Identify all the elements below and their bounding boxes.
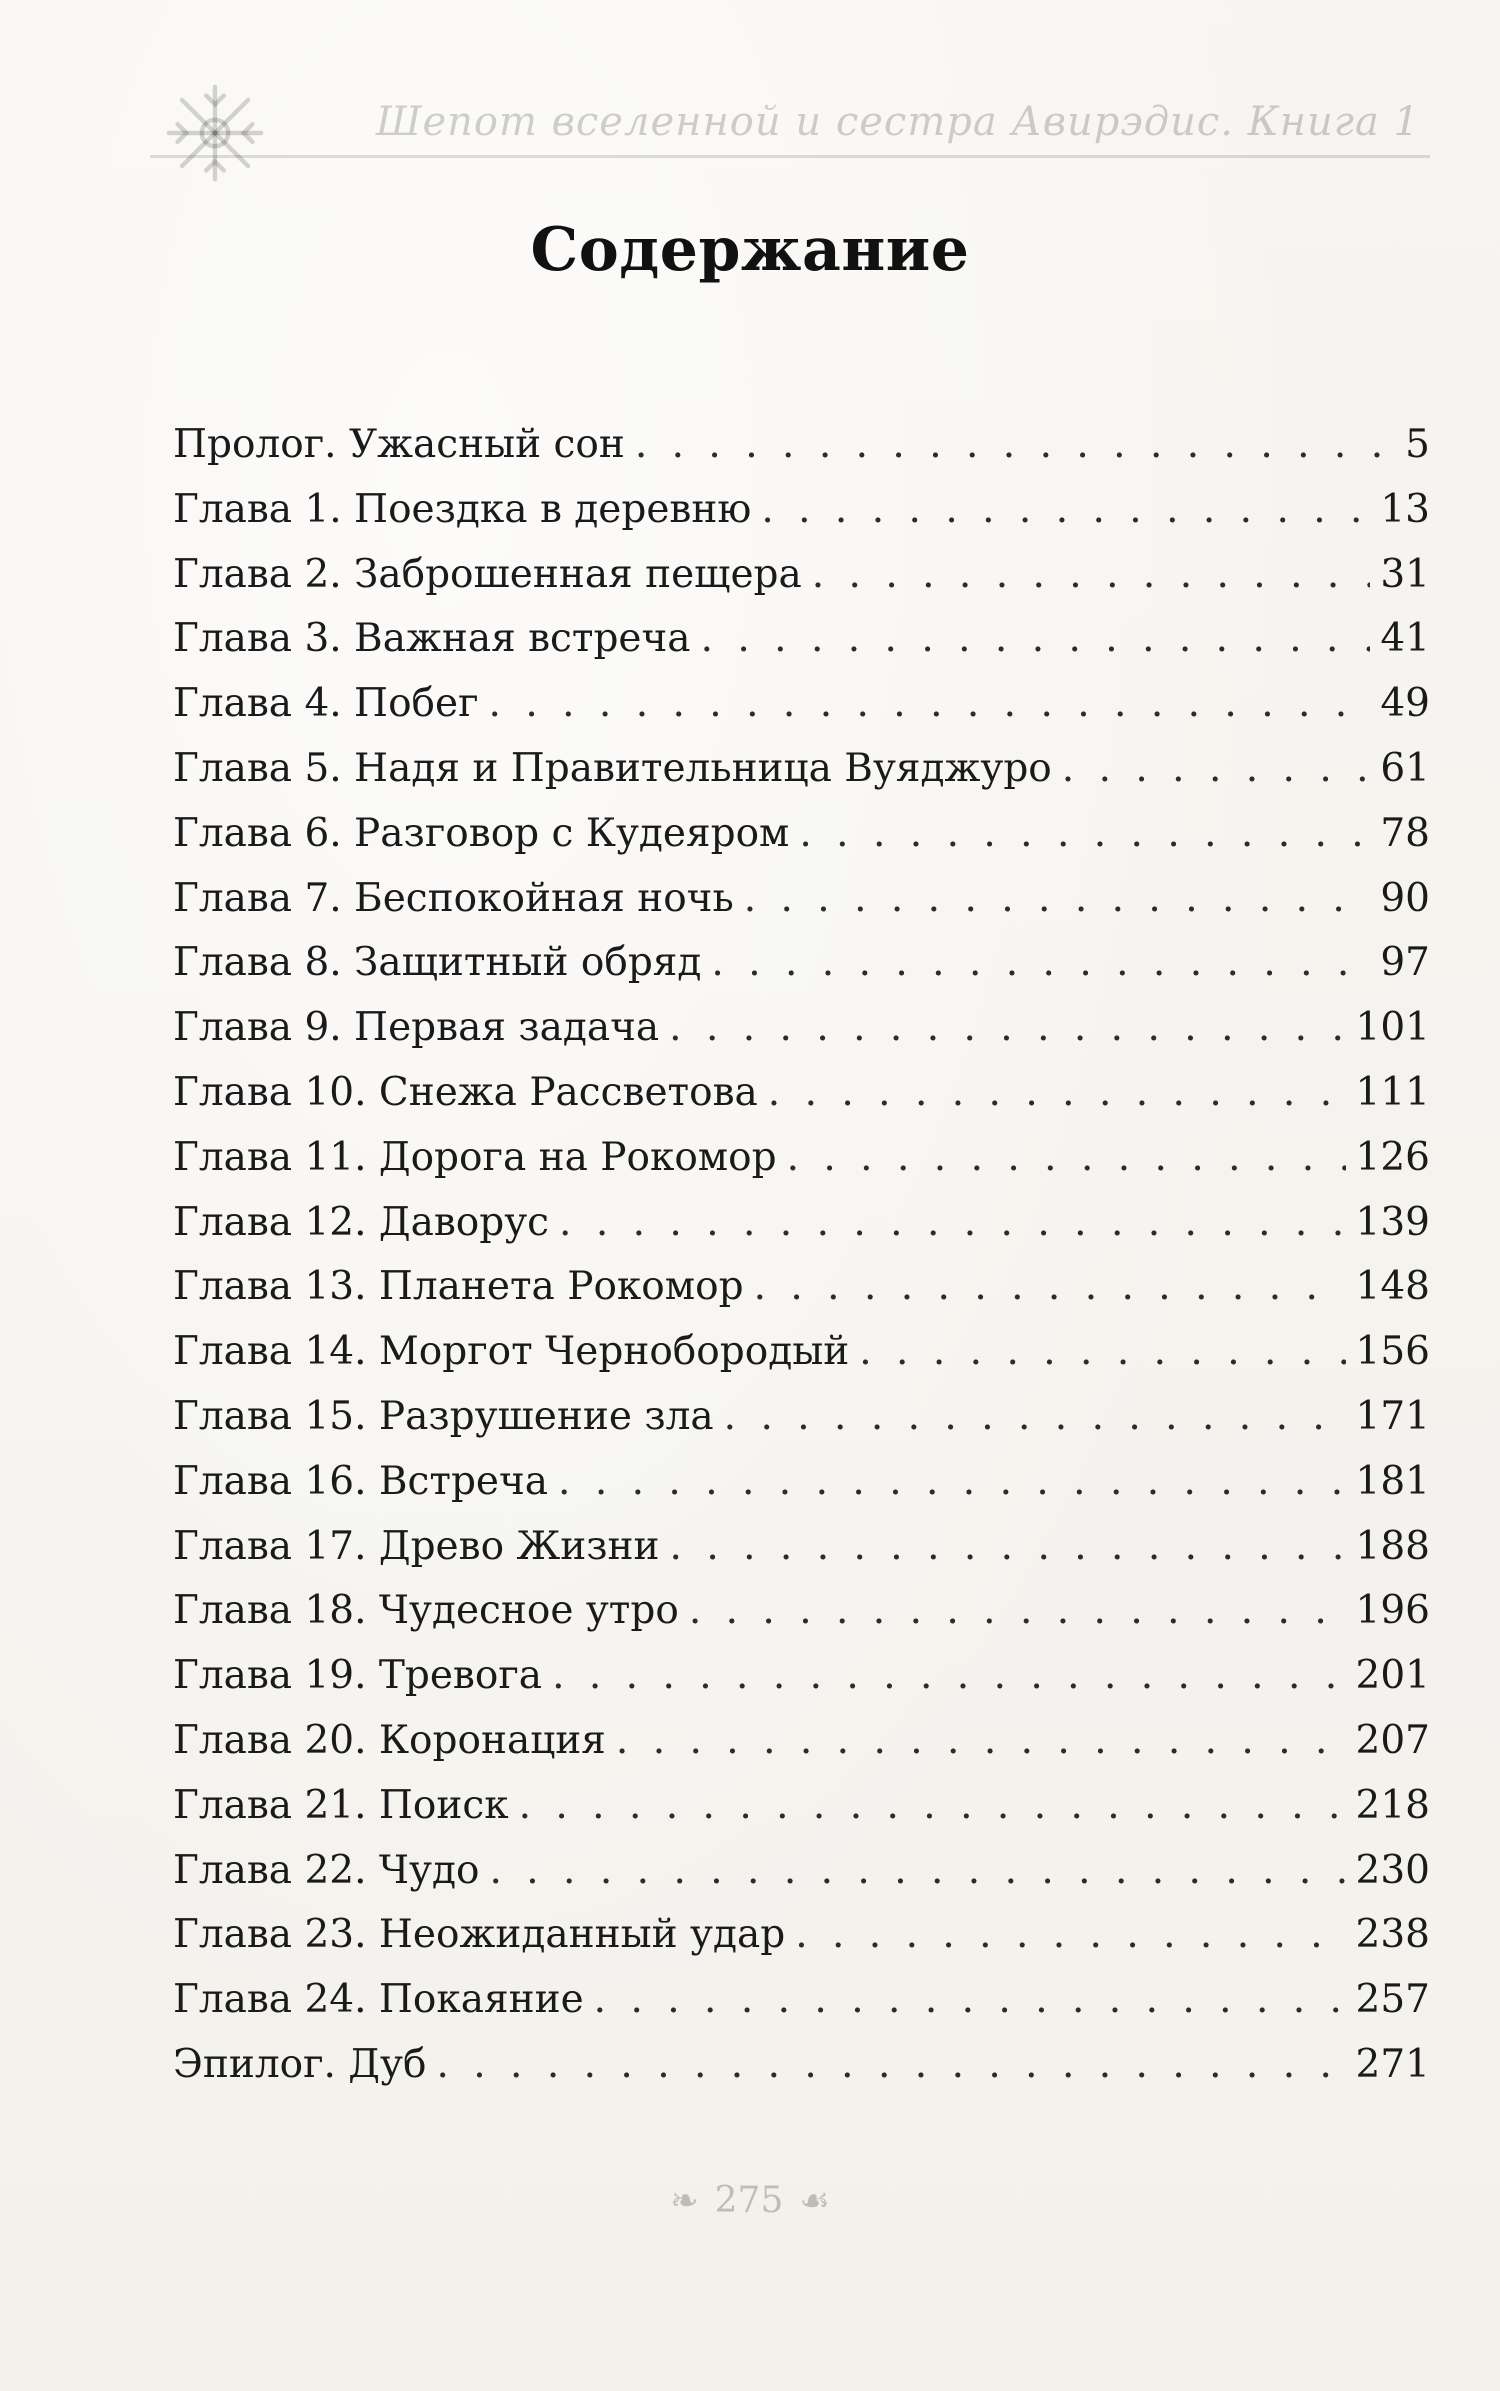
toc-entry-page: 257 (1355, 1977, 1430, 2023)
toc-dot-leader (519, 1774, 1346, 1839)
toc-entry-label: Глава 20. Коронация (173, 1717, 606, 1763)
toc-dot-leader (594, 1968, 1346, 2033)
toc-entry-page: 5 (1405, 422, 1430, 467)
toc-entry-label: Глава 23. Неожиданный удар (173, 1912, 786, 1958)
toc-entry-page: 126 (1355, 1134, 1430, 1180)
toc-entry-page: 201 (1355, 1653, 1430, 1699)
toc-dot-leader (701, 607, 1371, 672)
toc-entry (173, 1968, 1430, 2033)
toc-dot-leader (761, 478, 1370, 543)
toc-entry (173, 1450, 1430, 1515)
toc-entry-page: 101 (1355, 1005, 1430, 1051)
toc-dot-leader (768, 1061, 1346, 1126)
toc-entry-label: Глава 8. Защитный обряд (173, 940, 702, 986)
toc-entry-page: 196 (1355, 1588, 1430, 1634)
toc-entry-page: 218 (1355, 1782, 1430, 1828)
toc-entry-page: 156 (1355, 1329, 1430, 1375)
toc-entry-label: Глава 18. Чудесное утро (173, 1588, 679, 1634)
toc-dot-leader (744, 867, 1371, 932)
right-flourish-icon: ☙ (799, 2180, 830, 2221)
toc-dot-leader (558, 1450, 1346, 1515)
page-title: Содержание (530, 215, 970, 285)
toc-entry-page: 97 (1380, 940, 1430, 986)
toc-entry-page: 31 (1380, 551, 1430, 597)
toc-dot-leader (799, 802, 1370, 867)
toc-entry-label: Глава 16. Встреча (173, 1458, 549, 1504)
toc-entry-label: Эпилог. Дуб (173, 2041, 427, 2087)
toc-entry (173, 931, 1430, 996)
toc-entry (173, 1126, 1430, 1191)
toc-dot-leader (812, 543, 1371, 608)
toc-entry (173, 1191, 1430, 1256)
toc-dot-leader (635, 413, 1395, 478)
running-header-title: Шепот вселенной и сестра Авирэдис. Книга 1 (375, 98, 1420, 145)
toc-entry-page: 271 (1355, 2041, 1430, 2087)
page-number-footer (0, 2180, 1500, 2221)
toc-dot-leader (669, 996, 1345, 1061)
toc-entry-label: Глава 11. Дорога на Рокомор (173, 1134, 777, 1180)
toc-dot-leader (670, 1515, 1346, 1580)
toc-entry-page: 148 (1355, 1264, 1430, 1310)
toc-dot-leader (436, 2033, 1345, 2098)
toc-dot-leader (1062, 737, 1371, 802)
toc-entry (173, 1774, 1430, 1839)
toc-entry-label: Пролог. Ужасный сон (173, 422, 625, 467)
toc-entry-label: Глава 24. Покаяние (173, 1977, 584, 2023)
toc-entry (173, 802, 1430, 867)
toc-entry (173, 1709, 1430, 1774)
toc-entry-page: 90 (1380, 875, 1430, 921)
toc-entry (173, 607, 1430, 672)
toc-entry (173, 478, 1430, 543)
toc-entry (173, 996, 1430, 1061)
toc-entry-page: 78 (1380, 810, 1430, 856)
toc-dot-leader (616, 1709, 1346, 1774)
toc-dot-leader (559, 1191, 1346, 1256)
toc-dot-leader (689, 1579, 1346, 1644)
toc-entry-page: 49 (1380, 681, 1430, 727)
toc-entry-page: 188 (1355, 1523, 1430, 1569)
toc-entry-page: 139 (1355, 1199, 1430, 1245)
toc-dot-leader (489, 1839, 1345, 1904)
toc-entry-page: 111 (1355, 1069, 1430, 1115)
toc-entry (173, 1255, 1430, 1320)
toc-entry (173, 1385, 1430, 1450)
toc-dot-leader (552, 1644, 1345, 1709)
table-of-contents (173, 413, 1430, 2098)
toc-entry-label: Глава 7. Беспокойная ночь (173, 875, 734, 921)
toc-entry-page: 230 (1355, 1847, 1430, 1893)
toc-entry-page: 41 (1380, 616, 1430, 662)
toc-entry-label: Глава 12. Даворус (173, 1199, 550, 1245)
toc-entry-label: Глава 17. Древо Жизни (173, 1523, 660, 1569)
toc-entry-page: 207 (1355, 1717, 1430, 1763)
toc-entry (173, 1644, 1430, 1709)
toc-entry-page: 13 (1380, 486, 1430, 532)
toc-entry (173, 413, 1430, 478)
toc-entry (173, 1515, 1430, 1580)
toc-entry-label: Глава 6. Разговор с Кудеяром (173, 810, 790, 856)
toc-entry-label: Глава 2. Заброшенная пещера (173, 551, 802, 597)
toc-dot-leader (787, 1126, 1346, 1191)
toc-entry (173, 1903, 1430, 1968)
toc-entry (173, 867, 1430, 932)
toc-entry (173, 1320, 1430, 1385)
toc-entry (173, 672, 1430, 737)
toc-dot-leader (795, 1903, 1345, 1968)
toc-dot-leader (724, 1385, 1346, 1450)
toc-entry-label: Глава 19. Тревога (173, 1653, 543, 1699)
toc-entry-label: Глава 3. Важная встреча (173, 616, 691, 662)
toc-entry (173, 1579, 1430, 1644)
toc-entry-label: Глава 4. Побег (173, 681, 479, 727)
toc-dot-leader (711, 931, 1370, 996)
toc-entry-label: Глава 22. Чудо (173, 1847, 480, 1893)
toc-entry-page: 181 (1355, 1458, 1430, 1504)
page-number: 275 (714, 2180, 784, 2221)
toc-entry (173, 1839, 1430, 1904)
toc-entry-label: Глава 5. Надя и Правительница Вуяджуро (173, 745, 1052, 791)
running-header (150, 88, 1430, 158)
left-flourish-icon: ❧ (670, 2180, 699, 2221)
toc-entry-page: 171 (1355, 1393, 1430, 1439)
toc-dot-leader (754, 1255, 1346, 1320)
toc-entry-label: Глава 10. Снежа Рассветова (173, 1069, 758, 1115)
toc-entry (173, 1061, 1430, 1126)
toc-entry (173, 2033, 1430, 2098)
toc-entry-label: Глава 21. Поиск (173, 1782, 509, 1828)
toc-entry-label: Глава 13. Планета Рокомор (173, 1264, 744, 1310)
toc-entry-label: Глава 1. Поездка в деревню (173, 486, 752, 532)
toc-entry-label: Глава 14. Моргот Чернобородый (173, 1329, 850, 1375)
toc-dot-leader (489, 672, 1371, 737)
toc-entry-page: 238 (1355, 1912, 1430, 1958)
toc-entry (173, 543, 1430, 608)
toc-entry-label: Глава 9. Первая задача (173, 1005, 660, 1051)
toc-entry (173, 737, 1430, 802)
toc-dot-leader (859, 1320, 1345, 1385)
toc-entry-label: Глава 15. Разрушение зла (173, 1393, 714, 1439)
toc-entry-page: 61 (1380, 745, 1430, 791)
